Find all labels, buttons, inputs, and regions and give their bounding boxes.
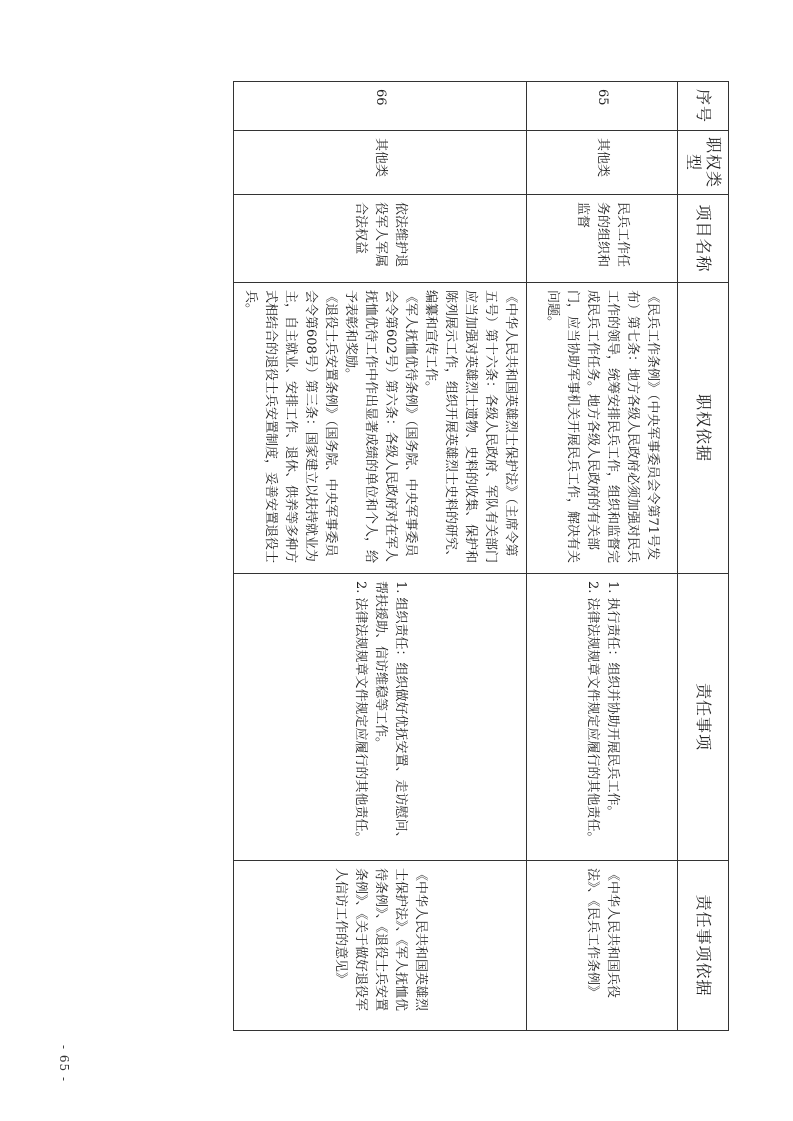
row-item-name: 依法维护退役军人军属合法权益: [234, 195, 527, 283]
row-responsibility-items: [527, 574, 678, 861]
header-serial-number: 序号: [678, 82, 729, 131]
row-serial-number: 66: [234, 82, 527, 131]
basis-paragraph: 《退役士兵安置条例》（国务院、中央军事委员会令第608号）第三条：国家建立以扶持就业为主，自主就业、安排工作、退休、供养等多种方式相结合的退役士兵安置制度，妥善安置退役士兵。: [243, 290, 338, 564]
header-responsibility-basis: 责任事项依据: [678, 861, 729, 1031]
row-responsibility-items: [234, 574, 527, 861]
table-row: [527, 82, 678, 1031]
duty-item: 1. 执行责任：组织并协助开展民兵工作。: [605, 581, 620, 819]
row-item-name: 民兵工作任务的组织和监督: [527, 195, 678, 283]
row-authority-type: 其他类: [234, 131, 527, 195]
page-number: - 65 -: [57, 1045, 71, 1083]
header-responsibility-items: 责任事项: [678, 574, 729, 861]
header-authority-basis: 职权依据: [678, 283, 729, 574]
row-authority-basis: [234, 283, 527, 574]
basis-paragraph: 《民兵工作条例》（中央军事委员会令第71号发布）第七条：地方各级人民政府必须加强对民兵工作的领导，统筹安排民兵工作，组织和监督完成民兵工作任务。地方各级人民政府的有关部门，应当协助军事机关开展民兵工作，解决有关问题。: [545, 290, 660, 564]
row-responsibility-basis: 《中华人民共和国英雄烈士保护法》、《军人抚恤优待条例》、《退役士兵安置条例》、《关于做好退役军人信访工作的意见》: [234, 861, 527, 1031]
table-row: [234, 82, 527, 1031]
duty-table: [233, 81, 729, 1031]
row-authority-basis: [527, 283, 678, 574]
table-header-row: [678, 82, 729, 1031]
duty-item: 1. 组织责任：组织做好优抚安置、走访慰问、帮扶援助、信访维稳等工作。: [373, 581, 408, 845]
row-authority-type: 其他类: [527, 131, 678, 195]
basis-paragraph: 《中华人民共和国英雄烈士保护法》（主席令第五号）第十六条：各级人民政府、军队有关部门应当加强对英雄烈士遗物、史料的收集、保护和陈列展示工作，组织开展英雄烈士史料的研究、编纂和宣传工作。: [423, 290, 518, 564]
header-item-name: 项目名称: [678, 195, 729, 283]
duty-item: 2. 法律法规规章文件规定应履行的其他责任。: [353, 581, 368, 845]
row-serial-number: 65: [527, 82, 678, 131]
header-authority-type: 职权类型: [678, 131, 729, 195]
duty-item: 2. 法律法规规章文件规定应履行的其他责任。: [585, 581, 600, 845]
row-responsibility-basis: 《中华人民共和国兵役法》、《民兵工作条例》: [527, 861, 678, 1031]
basis-paragraph: 《军人抚恤优待条例》（国务院、中央军事委员会令第602号）第六条：各级人民政府对在军人抚恤优待工作中作出显著成绩的单位和个人，给予表彰和奖励。: [343, 290, 418, 564]
